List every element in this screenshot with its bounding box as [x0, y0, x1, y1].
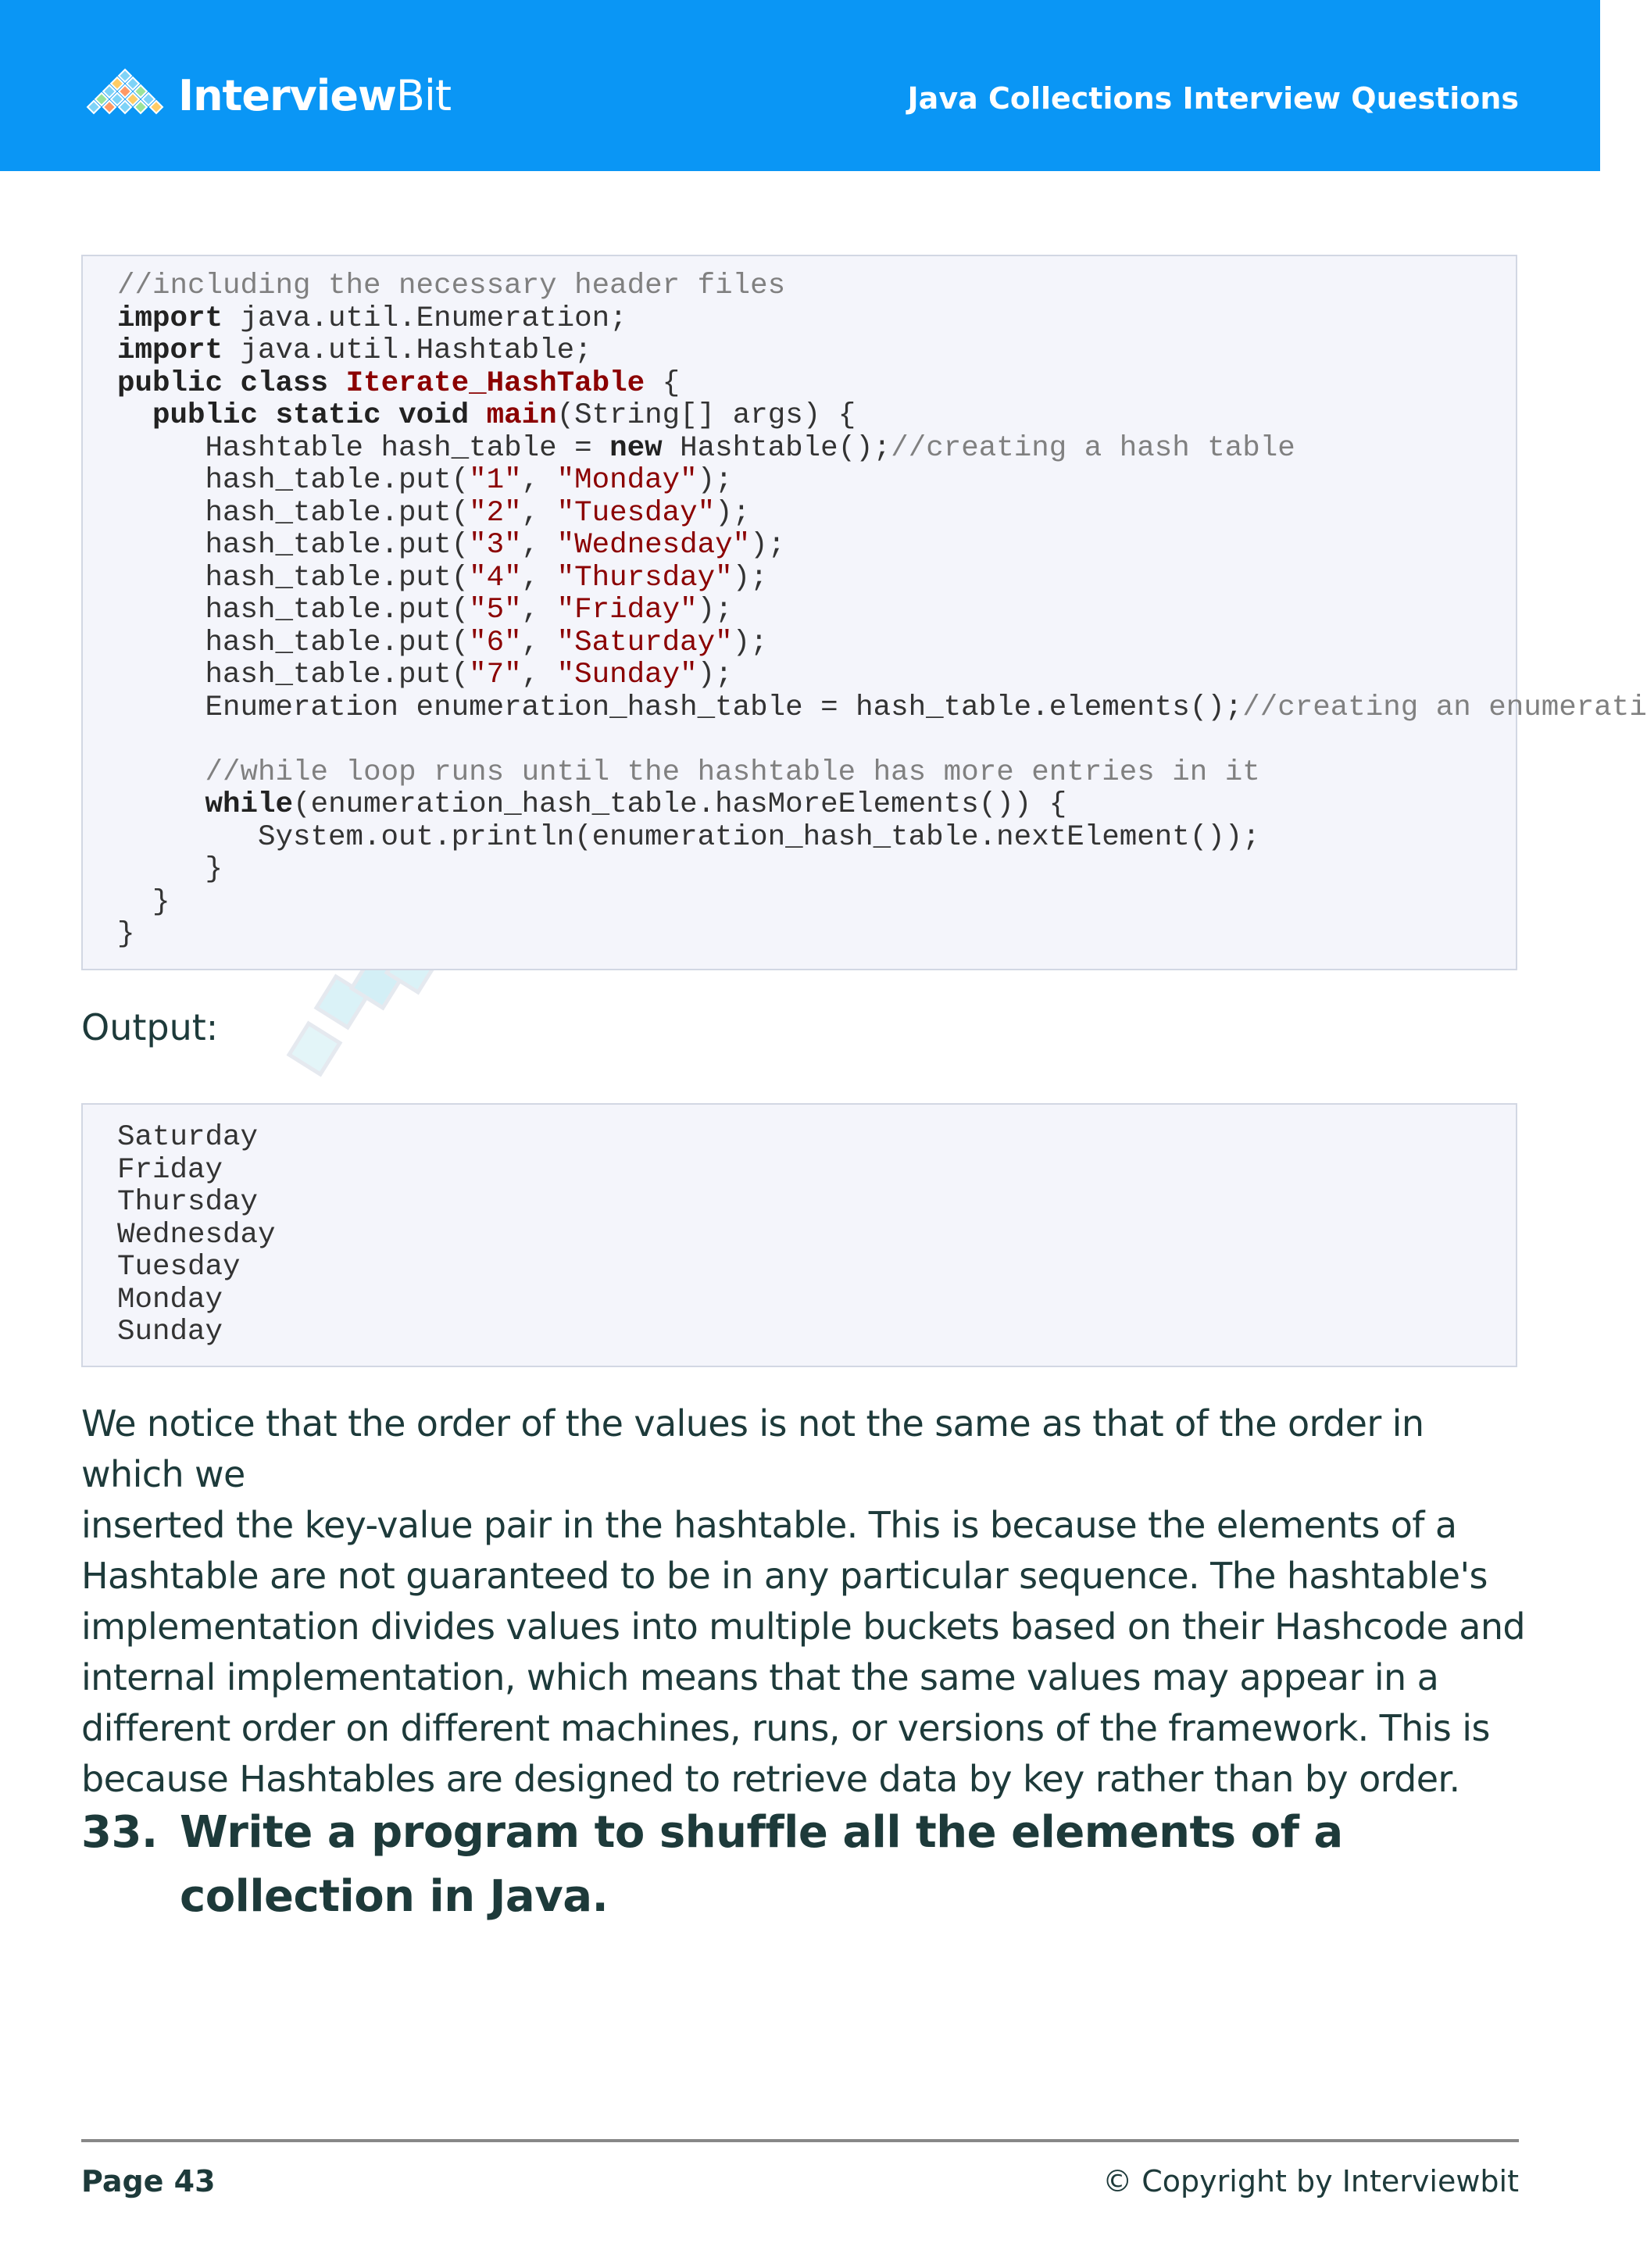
document-title: Java Collections Interview Questions: [907, 81, 1519, 116]
code-token: "Friday": [556, 594, 698, 627]
code-listing: [83, 270, 1647, 952]
code_main-line: [117, 270, 1516, 303]
code-token: Sunday: [117, 1316, 223, 1348]
code_main-line: [117, 659, 1516, 692]
code_output-line: [117, 1220, 1516, 1252]
code-token: );: [697, 464, 733, 497]
code-token: while: [205, 788, 294, 821]
footer-divider: [81, 2139, 1519, 2142]
code_main-line: [117, 563, 1516, 595]
code-token: hash_table.put(: [117, 496, 470, 530]
code-token: new: [609, 431, 663, 465]
interviewbit-logo-icon: [81, 68, 169, 123]
code_main-line: [117, 498, 1516, 530]
code_main-line: [117, 465, 1516, 498]
code-token: );: [732, 561, 768, 595]
code-token: "Wednesday": [556, 529, 751, 562]
copyright-notice: © Copyright by Interviewbit: [1102, 2164, 1519, 2198]
code-token: System.out.println(enumeration_hash_table.nextElement());: [117, 820, 1260, 854]
paragraph-line: implementation divides values into multiple buckets based on their Hashcode and: [81, 1605, 1525, 1648]
code_output-line: [117, 1187, 1516, 1220]
code-block-java: [81, 255, 1647, 970]
code-token: "Saturday": [556, 626, 733, 659]
code-token: );: [750, 529, 786, 562]
code-token: ,: [521, 496, 557, 530]
code-token: "3": [469, 529, 522, 562]
code-token: hash_table.put(: [117, 626, 470, 659]
code-token: ,: [521, 626, 557, 659]
code_main-line: [117, 368, 1516, 401]
code-token: );: [697, 594, 733, 627]
code-token: ,: [521, 561, 557, 595]
code-token: Enumeration enumeration_hash_table = hash_table.elements();: [117, 691, 1243, 724]
code-token: main: [486, 399, 557, 432]
code-token: }: [117, 853, 223, 886]
code_main-line: [117, 335, 1516, 368]
code-token: hash_table.put(: [117, 659, 470, 691]
paragraph-line: internal implementation, which means that the same values may appear in a: [81, 1656, 1439, 1698]
code_output-line: [117, 1122, 1516, 1155]
code_main-line: [117, 595, 1516, 627]
code_main-line: [117, 724, 1516, 757]
question-heading: [81, 1801, 1527, 1929]
code_main-line: [117, 400, 1516, 433]
code_main-line: [117, 691, 1647, 725]
code-token: {: [645, 366, 681, 400]
code-token: import: [117, 334, 223, 367]
code-token: //creating an enumerati: [1242, 691, 1647, 724]
code-token: [117, 756, 205, 789]
code-token: ,: [521, 464, 557, 497]
code-token: }: [117, 885, 170, 919]
code-token: "Thursday": [556, 561, 733, 595]
code-token: [117, 788, 205, 821]
code_main-line: [117, 433, 1516, 466]
interviewbit-logo: [81, 64, 451, 127]
code-token: ,: [521, 659, 557, 691]
code_main-line: [117, 789, 1516, 822]
paragraph-line: because Hashtables are designed to retrieve data by key rather than by order.: [81, 1758, 1460, 1800]
code-token: hash_table.put(: [117, 594, 470, 627]
code-token: ,: [521, 594, 557, 627]
question-number: 33.: [81, 1807, 158, 1858]
output-label: Output:: [81, 1006, 219, 1048]
code_main-line: [117, 854, 1516, 887]
code-token: [258, 399, 276, 432]
code_output-line: [117, 1284, 1516, 1317]
code_output-line: [117, 1252, 1516, 1284]
code-token: "7": [469, 659, 522, 691]
code-token: Iterate_HashTable: [345, 366, 645, 400]
code_output-line: [117, 1155, 1516, 1188]
code_main-line: [117, 822, 1516, 855]
code-token: (enumeration_hash_table.hasMoreElements()) {: [293, 788, 1067, 821]
code-token: "Monday": [556, 464, 698, 497]
code-block-output: [81, 1103, 1517, 1367]
code_main-line: [117, 303, 1516, 336]
code-token: //while loop runs until the hashtable has more entries in it: [205, 755, 1260, 789]
code-token: [381, 399, 399, 432]
code-token: Wednesday: [117, 1218, 276, 1252]
code-token: );: [715, 496, 751, 530]
code-token: Hashtable();: [662, 431, 891, 465]
code-token: //including the necessary header files: [117, 270, 786, 302]
code-token: void: [398, 399, 470, 432]
code_main-line: [117, 887, 1516, 920]
page-header: [0, 0, 1600, 171]
code-token: Tuesday: [117, 1251, 241, 1284]
code-token: (String[] args) {: [556, 399, 856, 432]
code-token: "4": [469, 561, 522, 595]
code-token: hash_table.put(: [117, 464, 470, 497]
code-token: [469, 399, 487, 432]
page-number: Page 43: [81, 2164, 216, 2198]
paragraph-line: inserted the key-value pair in the hashtable. This is because the elements of a: [81, 1504, 1457, 1546]
code-token: [328, 367, 346, 400]
code-token: [117, 399, 152, 432]
code-token: "1": [469, 464, 522, 497]
code-token: public: [117, 366, 223, 400]
code-token: );: [732, 626, 768, 659]
logo-wordmark: InterviewBit: [178, 70, 452, 120]
code_output-line: [117, 1316, 1516, 1349]
code_main-line: [117, 757, 1516, 790]
code-token: "5": [469, 594, 522, 627]
code-token: java.util.Enumeration;: [223, 302, 627, 335]
code_main-line: [117, 627, 1516, 660]
code-token: Saturday: [117, 1121, 259, 1154]
code-token: "2": [469, 496, 522, 530]
code-token: Monday: [117, 1283, 223, 1316]
code-token: );: [697, 659, 733, 691]
code-token: Hashtable hash_table =: [117, 431, 610, 465]
paragraph-line: Hashtable are not guaranteed to be in any particular sequence. The hashtable's: [81, 1555, 1488, 1597]
paragraph-line: different order on different machines, runs, or versions of the framework. This is: [81, 1707, 1490, 1749]
code_main-line: [117, 530, 1516, 563]
question-title: Write a program to shuffle all the elements of a collection in Java.: [180, 1807, 1343, 1922]
code-token: ,: [521, 529, 557, 562]
code-token: java.util.Hashtable;: [223, 334, 592, 367]
code-token: "Sunday": [556, 659, 698, 691]
code-token: hash_table.put(: [117, 561, 470, 595]
code-token: Thursday: [117, 1186, 259, 1219]
code-token: "6": [469, 626, 522, 659]
code-token: "Tuesday": [556, 496, 716, 530]
code-token: Friday: [117, 1153, 223, 1187]
code-token: public: [152, 399, 259, 432]
code-token: //creating a hash table: [891, 431, 1295, 465]
code-token: [223, 367, 241, 400]
code-token: class: [240, 366, 329, 400]
code-token: static: [275, 399, 381, 432]
paragraph-line: We notice that the order of the values is not the same as that of the order in which we: [81, 1402, 1424, 1495]
explanation-paragraph: [81, 1398, 1534, 1805]
code-token: hash_table.put(: [117, 529, 470, 562]
code-token: import: [117, 302, 223, 335]
code_main-line: [117, 919, 1516, 952]
output-listing: [83, 1122, 1516, 1349]
code-token: }: [117, 918, 135, 951]
